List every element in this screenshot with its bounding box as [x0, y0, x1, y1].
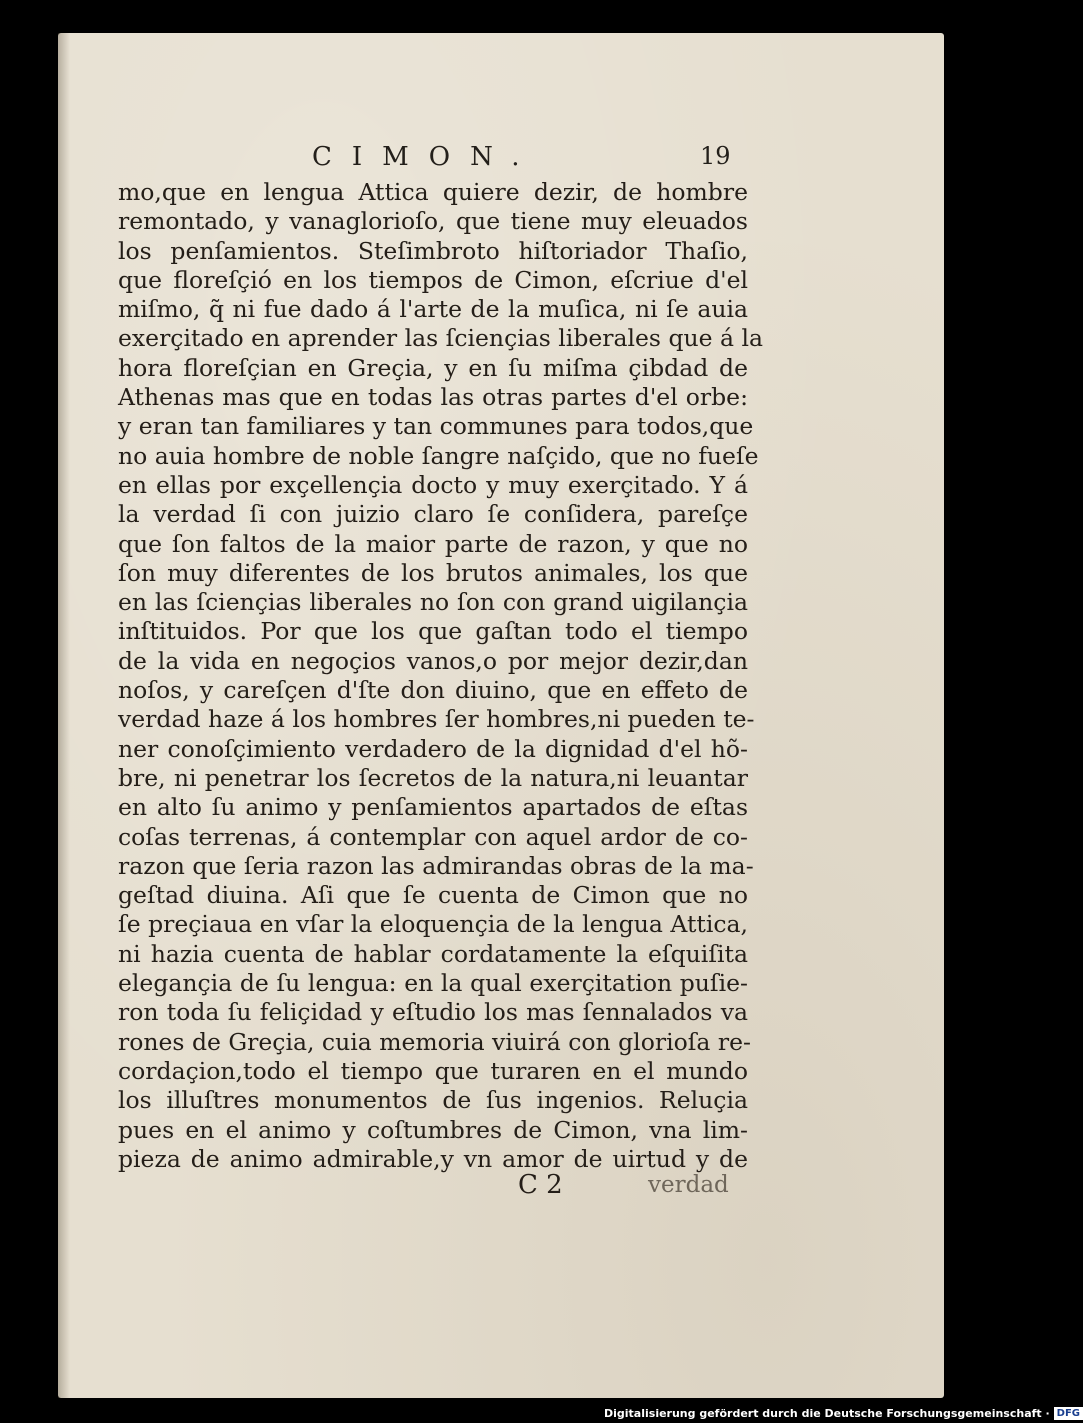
- text-line: geſtad diuina. Aſi que ſe cuenta de Cimon que no: [118, 881, 748, 910]
- text-line: y eran tan familiares y tan communes para todos,que: [118, 412, 754, 441]
- text-line: no auia hombre de noble ſangre naſçido, que no fueſe: [118, 441, 759, 470]
- text-line: elegançia de ſu lengua: en la qual exerçitation puſie-: [118, 969, 748, 998]
- dfg-logo: DFG: [1054, 1407, 1083, 1420]
- page-number: 19: [700, 142, 731, 170]
- digitization-footer: [604, 1405, 1083, 1421]
- text-line: en las ſciençias liberales no ſon con grand uigilançia: [118, 588, 748, 617]
- text-line: razon que ſeria razon las admirandas obras de la ma-: [118, 851, 754, 880]
- text-line: miſmo, q̃ ni fue dado á l'arte de la muſica, ni ſe auia: [118, 295, 748, 324]
- text-line: que ſon faltos de la maior parte de razon, y que no: [118, 529, 748, 558]
- text-line: mo,que en lengua Attica quiere dezir, de hombre: [118, 178, 748, 206]
- text-line: remontado, y vanaglorioſo, que tiene muy eleuados: [118, 207, 748, 236]
- text-line: cordaçion,todo el tiempo que turaren en el mundo: [118, 1056, 748, 1085]
- text-line: noſos, y careſçen d'ſte don diuino, que en effeto de: [118, 676, 748, 705]
- catchword: verdad: [648, 1172, 729, 1198]
- text-line: los illuſtres monumentos de ſus ingenios. Reluçia: [118, 1086, 748, 1115]
- funding-notice: Digitalisierung gefördert durch die Deutsche Forschungsgemeinschaft ·: [604, 1406, 1050, 1420]
- signature-mark: C 2: [518, 1170, 563, 1200]
- text-line: pieza de animo admirable,y vn amor de uirtud y de: [118, 1144, 748, 1173]
- text-line: la verdad ſi con juizio claro ſe conſidera, pareſçe: [118, 500, 748, 529]
- text-line: verdad haze á los hombres ſer hombres,ni pueden te-: [118, 705, 755, 734]
- text-line: ni hazia cuenta de hablar cordatamente la eſquiſita: [118, 939, 748, 968]
- page-foot: [0, 1170, 1000, 1200]
- text-line: exerçitado en aprender las ſciençias liberales que á la: [118, 324, 764, 353]
- text-line: hora floreſçian en Greçia, y en ſu miſma çibdad de: [118, 353, 748, 382]
- running-head: CIMON.: [312, 142, 540, 172]
- text-line: en ellas por exçellençia docto y muy exerçitado. Y á: [118, 470, 748, 499]
- text-line: ſe preçiaua en vſar la eloquençia de la lengua Attica,: [118, 910, 748, 939]
- text-line: de la vida en negoçios vanos,o por mejor dezir,dan: [118, 646, 748, 675]
- text-line: inſtituidos. Por que los que gaſtan todo el tiempo: [118, 617, 748, 646]
- text-line: pues en el animo y coſtumbres de Cimon, vna lim-: [118, 1115, 748, 1144]
- body-text: [118, 178, 764, 1174]
- text-line: bre, ni penetrar los ſecretos de la natura,ni leuantar: [118, 763, 748, 792]
- text-line: coſas terrenas, á contemplar con aquel ardor de co-: [118, 822, 748, 851]
- text-line: los penſamientos. Steſimbroto hiſtoriador Thaſio,: [118, 236, 748, 265]
- text-line: ſon muy diferentes de los brutos animales, los que: [118, 558, 748, 587]
- text-line: ron toda ſu feliçidad y eſtudio los mas ſennalados va: [118, 998, 748, 1027]
- text-line: Athenas mas que en todas las otras partes d'el orbe:: [118, 383, 748, 412]
- page-header: [0, 142, 1000, 174]
- text-line: en alto ſu animo y penſamientos apartados de eſtas: [118, 793, 748, 822]
- text-line: rones de Greçia, cuia memoria viuirá con glorioſa re-: [118, 1027, 751, 1056]
- text-line: que floreſçió en los tiempos de Cimon, eſcriue d'el: [118, 265, 748, 294]
- text-line: ner conoſçimiento verdadero de la dignidad d'el hõ-: [118, 734, 748, 763]
